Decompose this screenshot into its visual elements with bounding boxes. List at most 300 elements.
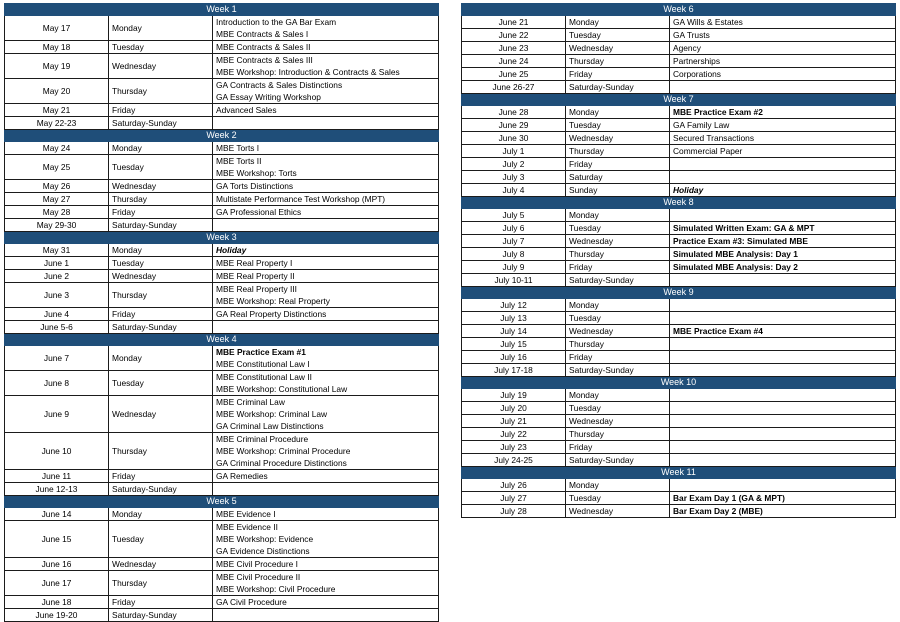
activity-line: Advanced Sales (216, 105, 277, 115)
day-cell: Tuesday (566, 402, 670, 415)
activity-cell (670, 222, 896, 235)
day-cell: Wednesday (109, 180, 213, 193)
activity-line: MBE Torts II (216, 156, 262, 166)
schedule-row (462, 55, 896, 68)
schedule-row (5, 244, 439, 257)
date-cell: June 7 (5, 346, 109, 371)
schedule-row (5, 54, 439, 79)
schedule-row (462, 16, 896, 29)
activity-line: MBE Workshop: Constitutional Law (216, 384, 348, 394)
day-cell: Friday (566, 261, 670, 274)
week-header-row (5, 496, 439, 508)
day-cell: Monday (109, 142, 213, 155)
activity-line: MBE Workshop: Criminal Law (216, 409, 328, 419)
day-cell: Friday (566, 351, 670, 364)
activity-line: Partnerships (673, 56, 721, 66)
activity-line: MBE Real Property III (216, 284, 297, 294)
activity-cell (213, 508, 439, 521)
schedule-row (462, 42, 896, 55)
activity-line: MBE Torts I (216, 143, 260, 153)
activity-cell (670, 29, 896, 42)
date-cell: June 29 (462, 119, 566, 132)
activity-cell (670, 235, 896, 248)
activity-cell (213, 283, 439, 308)
date-cell: May 28 (5, 206, 109, 219)
activity-line: Commercial Paper (673, 146, 743, 156)
activity-line: Practice Exam #3: Simulated MBE (673, 236, 808, 246)
activity-line: MBE Evidence I (216, 509, 276, 519)
date-cell: July 23 (462, 441, 566, 454)
schedule-row (462, 415, 896, 428)
schedule-row (462, 454, 896, 467)
activity-cell (213, 308, 439, 321)
schedule-row (5, 117, 439, 130)
day-cell: Friday (109, 308, 213, 321)
schedule-row (462, 428, 896, 441)
date-cell: June 28 (462, 106, 566, 119)
activity-cell (213, 155, 439, 180)
activity-line: GA Torts Distinctions (216, 181, 294, 191)
week-header: Week 10 (462, 377, 896, 389)
date-cell: June 18 (5, 596, 109, 609)
day-cell: Saturday-Sunday (566, 274, 670, 287)
activity-cell (670, 415, 896, 428)
schedule-row (462, 364, 896, 377)
date-cell: June 12-13 (5, 483, 109, 496)
activity-cell (670, 55, 896, 68)
activity-cell (670, 505, 896, 518)
activity-line: GA Family Law (673, 120, 730, 130)
activity-cell (670, 132, 896, 145)
day-cell: Wednesday (109, 54, 213, 79)
activity-cell (213, 117, 439, 130)
activity-line: MBE Civil Procedure II (216, 572, 301, 582)
activity-empty (673, 441, 892, 453)
date-cell: June 24 (462, 55, 566, 68)
day-cell: Wednesday (566, 415, 670, 428)
activity-line: MBE Constitutional Law I (216, 359, 310, 369)
schedule-row (462, 441, 896, 454)
day-cell: Saturday-Sunday (109, 117, 213, 130)
schedule-row (5, 206, 439, 219)
activity-line: MBE Civil Procedure I (216, 559, 298, 569)
activity-cell (213, 321, 439, 334)
date-cell: May 19 (5, 54, 109, 79)
date-cell: June 3 (5, 283, 109, 308)
activity-cell (213, 396, 439, 433)
activity-cell (670, 325, 896, 338)
day-cell: Tuesday (566, 312, 670, 325)
day-cell: Saturday-Sunday (566, 81, 670, 94)
schedule-row (5, 41, 439, 54)
day-cell: Thursday (566, 145, 670, 158)
activity-line: MBE Criminal Law (216, 397, 285, 407)
schedule-row (5, 193, 439, 206)
week-header: Week 1 (5, 4, 439, 16)
activity-cell (670, 454, 896, 467)
activity-line: Holiday (216, 245, 247, 255)
week-header: Week 2 (5, 130, 439, 142)
day-cell: Monday (566, 16, 670, 29)
activity-cell (213, 257, 439, 270)
schedule-row (5, 270, 439, 283)
activity-line: MBE Workshop: Torts (216, 168, 297, 178)
schedule-row (5, 396, 439, 433)
schedule-row (462, 145, 896, 158)
activity-line: Holiday (673, 185, 704, 195)
day-cell: Monday (566, 106, 670, 119)
schedule-row (5, 155, 439, 180)
date-cell: June 25 (462, 68, 566, 81)
activity-cell (670, 184, 896, 197)
date-cell: July 24-25 (462, 454, 566, 467)
activity-line: GA Criminal Procedure Distinctions (216, 458, 347, 468)
activity-cell (670, 145, 896, 158)
activity-line: Corporations (673, 69, 721, 79)
schedule-row (462, 402, 896, 415)
activity-line: MBE Real Property I (216, 258, 293, 268)
schedule-row (462, 338, 896, 351)
activity-line: Simulated MBE Analysis: Day 1 (673, 249, 798, 259)
activity-line: MBE Workshop: Criminal Procedure (216, 446, 351, 456)
activity-cell (213, 270, 439, 283)
activity-cell (670, 171, 896, 184)
day-cell: Tuesday (109, 257, 213, 270)
day-cell: Thursday (109, 193, 213, 206)
date-cell: June 22 (462, 29, 566, 42)
schedule-row (462, 29, 896, 42)
date-cell: June 2 (5, 270, 109, 283)
schedule-row (462, 261, 896, 274)
date-cell: July 27 (462, 492, 566, 505)
activity-line: Bar Exam Day 1 (GA & MPT) (673, 493, 785, 503)
activity-line: GA Professional Ethics (216, 207, 302, 217)
date-cell: June 10 (5, 433, 109, 470)
day-cell: Monday (109, 508, 213, 521)
day-cell: Friday (109, 596, 213, 609)
schedule-table-left (4, 3, 439, 622)
date-cell: May 25 (5, 155, 109, 180)
activity-line: MBE Workshop: Evidence (216, 534, 314, 544)
date-cell: July 6 (462, 222, 566, 235)
day-cell: Wednesday (109, 558, 213, 571)
activity-cell (670, 351, 896, 364)
activity-line: GA Trusts (673, 30, 710, 40)
schedule-row (462, 235, 896, 248)
date-cell: June 15 (5, 521, 109, 558)
activity-empty (216, 609, 435, 621)
week-header-row (462, 94, 896, 106)
day-cell: Saturday-Sunday (109, 321, 213, 334)
date-cell: July 15 (462, 338, 566, 351)
day-cell: Friday (109, 470, 213, 483)
schedule-row (5, 470, 439, 483)
activity-empty (673, 274, 892, 286)
activity-line: GA Wills & Estates (673, 17, 743, 27)
day-cell: Saturday-Sunday (109, 219, 213, 232)
activity-cell (670, 389, 896, 402)
day-cell: Tuesday (566, 119, 670, 132)
day-cell: Tuesday (566, 492, 670, 505)
activity-cell (670, 248, 896, 261)
activity-cell (213, 558, 439, 571)
schedule-row (462, 389, 896, 402)
schedule-row (462, 81, 896, 94)
day-cell: Thursday (566, 248, 670, 261)
activity-empty (673, 428, 892, 440)
activity-cell (670, 42, 896, 55)
activity-cell (213, 193, 439, 206)
activity-line: MBE Constitutional Law II (216, 372, 312, 382)
schedule-row (462, 479, 896, 492)
day-cell: Friday (566, 441, 670, 454)
activity-line: MBE Real Property II (216, 271, 295, 281)
activity-line: MBE Contracts & Sales I (216, 29, 309, 39)
activity-line: MBE Workshop: Introduction & Contracts & Sales (216, 67, 400, 77)
schedule-row (462, 119, 896, 132)
day-cell: Tuesday (109, 155, 213, 180)
schedule-row (462, 274, 896, 287)
schedule-row (5, 308, 439, 321)
date-cell: June 11 (5, 470, 109, 483)
activity-line: Bar Exam Day 2 (MBE) (673, 506, 763, 516)
date-cell: July 7 (462, 235, 566, 248)
date-cell: July 3 (462, 171, 566, 184)
schedule-row (462, 209, 896, 222)
date-cell: June 26-27 (462, 81, 566, 94)
schedule-row (462, 132, 896, 145)
schedule-row (5, 219, 439, 232)
day-cell: Saturday (566, 171, 670, 184)
week-header-row (5, 334, 439, 346)
day-cell: Thursday (566, 428, 670, 441)
activity-cell (670, 119, 896, 132)
activity-line: MBE Practice Exam #2 (673, 107, 763, 117)
week-header-row (462, 467, 896, 479)
date-cell: July 17-18 (462, 364, 566, 377)
schedule-row (5, 571, 439, 596)
activity-cell (213, 244, 439, 257)
activity-line: Agency (673, 43, 701, 53)
date-cell: June 5-6 (5, 321, 109, 334)
activity-cell (670, 338, 896, 351)
day-cell: Thursday (109, 283, 213, 308)
date-cell: July 20 (462, 402, 566, 415)
activity-cell (213, 346, 439, 371)
week-header: Week 7 (462, 94, 896, 106)
date-cell: May 22-23 (5, 117, 109, 130)
day-cell: Wednesday (566, 42, 670, 55)
activity-line: MBE Workshop: Civil Procedure (216, 584, 336, 594)
day-cell: Saturday-Sunday (566, 364, 670, 377)
schedule-row (462, 184, 896, 197)
activity-line: Multistate Performance Test Workshop (MPT) (216, 194, 386, 204)
activity-empty (673, 158, 892, 170)
date-cell: July 26 (462, 479, 566, 492)
date-cell: July 8 (462, 248, 566, 261)
activity-empty (673, 351, 892, 363)
schedule-row (5, 558, 439, 571)
activity-empty (216, 219, 435, 231)
date-cell: July 9 (462, 261, 566, 274)
schedule-row (5, 596, 439, 609)
day-cell: Sunday (566, 184, 670, 197)
schedule-row (462, 106, 896, 119)
date-cell: June 17 (5, 571, 109, 596)
week-header-row (5, 130, 439, 142)
activity-cell (670, 299, 896, 312)
activity-empty (673, 312, 892, 324)
day-cell: Monday (109, 244, 213, 257)
activity-cell (213, 219, 439, 232)
date-cell: June 8 (5, 371, 109, 396)
schedule-row (462, 248, 896, 261)
day-cell: Monday (109, 346, 213, 371)
activity-line: MBE Practice Exam #1 (216, 347, 306, 357)
day-cell: Wednesday (566, 325, 670, 338)
day-cell: Wednesday (109, 396, 213, 433)
schedule-row (5, 371, 439, 396)
week-header-row (5, 4, 439, 16)
activity-line: MBE Contracts & Sales III (216, 55, 313, 65)
activity-cell (670, 492, 896, 505)
schedule-row (5, 142, 439, 155)
activity-empty (673, 389, 892, 401)
activity-line: GA Contracts & Sales Distinctions (216, 80, 343, 90)
activity-line: GA Civil Procedure (216, 597, 287, 607)
activity-cell (670, 428, 896, 441)
schedule-row (462, 222, 896, 235)
activity-cell (670, 402, 896, 415)
week-header-row (462, 287, 896, 299)
activity-empty (673, 338, 892, 350)
week-header: Week 9 (462, 287, 896, 299)
day-cell: Thursday (109, 79, 213, 104)
day-cell: Tuesday (109, 371, 213, 396)
day-cell: Tuesday (109, 521, 213, 558)
date-cell: July 21 (462, 415, 566, 428)
schedule-row (462, 505, 896, 518)
activity-line: MBE Workshop: Real Property (216, 296, 330, 306)
date-cell: June 14 (5, 508, 109, 521)
day-cell: Wednesday (566, 235, 670, 248)
date-cell: July 12 (462, 299, 566, 312)
schedule-row (462, 68, 896, 81)
day-cell: Monday (566, 389, 670, 402)
activity-empty (673, 415, 892, 427)
week-header-row (462, 4, 896, 16)
date-cell: June 4 (5, 308, 109, 321)
activity-cell (213, 571, 439, 596)
activity-cell (213, 470, 439, 483)
activity-empty (216, 321, 435, 333)
week-header-row (462, 377, 896, 389)
schedule-row (5, 483, 439, 496)
date-cell: May 17 (5, 16, 109, 41)
activity-empty (673, 299, 892, 311)
date-cell: July 2 (462, 158, 566, 171)
activity-line: Secured Transactions (673, 133, 755, 143)
activity-cell (213, 433, 439, 470)
activity-cell (213, 371, 439, 396)
activity-cell (670, 209, 896, 222)
day-cell: Friday (109, 104, 213, 117)
activity-cell (670, 479, 896, 492)
day-cell: Tuesday (566, 29, 670, 42)
day-cell: Tuesday (566, 222, 670, 235)
schedule-row (462, 158, 896, 171)
day-cell: Saturday-Sunday (109, 609, 213, 622)
activity-empty (673, 171, 892, 183)
schedule-row (462, 171, 896, 184)
activity-empty (673, 454, 892, 466)
schedule-row (5, 257, 439, 270)
week-header-row (462, 197, 896, 209)
schedule-row (462, 351, 896, 364)
day-cell: Friday (109, 206, 213, 219)
schedule-row (462, 492, 896, 505)
week-header-row (5, 232, 439, 244)
date-cell: July 19 (462, 389, 566, 402)
schedule-row (462, 312, 896, 325)
day-cell: Monday (566, 299, 670, 312)
activity-cell (670, 106, 896, 119)
date-cell: July 13 (462, 312, 566, 325)
week-header: Week 5 (5, 496, 439, 508)
activity-cell (670, 274, 896, 287)
activity-cell (213, 142, 439, 155)
activity-cell (213, 16, 439, 41)
week-header: Week 4 (5, 334, 439, 346)
week-header: Week 11 (462, 467, 896, 479)
date-cell: July 28 (462, 505, 566, 518)
date-cell: May 31 (5, 244, 109, 257)
activity-cell (670, 261, 896, 274)
activity-line: MBE Contracts & Sales II (216, 42, 311, 52)
activity-cell (213, 41, 439, 54)
date-cell: May 18 (5, 41, 109, 54)
activity-cell (213, 521, 439, 558)
schedule-row (5, 321, 439, 334)
activity-line: GA Evidence Distinctions (216, 546, 310, 556)
activity-line: GA Criminal Law Distinctions (216, 421, 324, 431)
schedule-row (462, 325, 896, 338)
day-cell: Wednesday (109, 270, 213, 283)
activity-cell (213, 54, 439, 79)
day-cell: Wednesday (566, 132, 670, 145)
week-header: Week 6 (462, 4, 896, 16)
schedule-row (5, 104, 439, 117)
day-cell: Monday (109, 16, 213, 41)
date-cell: May 29-30 (5, 219, 109, 232)
date-cell: May 20 (5, 79, 109, 104)
activity-line: MBE Evidence II (216, 522, 278, 532)
date-cell: June 30 (462, 132, 566, 145)
date-cell: June 19-20 (5, 609, 109, 622)
activity-cell (213, 596, 439, 609)
activity-empty (216, 117, 435, 129)
day-cell: Thursday (109, 571, 213, 596)
activity-cell (213, 79, 439, 104)
date-cell: May 26 (5, 180, 109, 193)
day-cell: Tuesday (109, 41, 213, 54)
day-cell: Saturday-Sunday (566, 454, 670, 467)
activity-cell (670, 364, 896, 377)
schedule-row (5, 180, 439, 193)
activity-line: GA Remedies (216, 471, 268, 481)
day-cell: Friday (566, 158, 670, 171)
activity-cell (213, 180, 439, 193)
